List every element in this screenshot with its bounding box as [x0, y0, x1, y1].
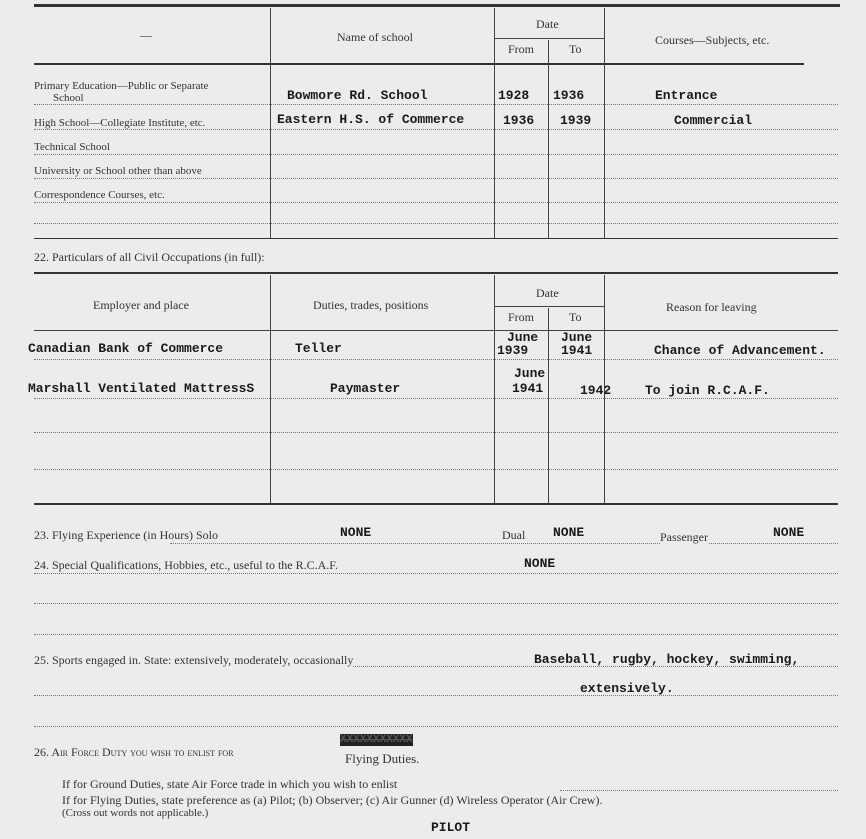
- from-year: 1941: [512, 381, 544, 396]
- employer: Marshall Ventilated MattressS: [28, 381, 255, 396]
- divider: [270, 8, 271, 238]
- reason: To join R.C.A.F.: [645, 383, 770, 398]
- divider: [494, 8, 495, 238]
- rule: [34, 272, 838, 274]
- duties: Paymaster: [330, 381, 401, 396]
- q25-label: 25. Sports engaged in. State: extensively, moderately, occasionally: [34, 653, 354, 667]
- row-label: Technical School: [34, 141, 110, 153]
- divider: [604, 8, 605, 238]
- date-from: 1928: [498, 88, 530, 103]
- rule: [34, 238, 838, 239]
- q26-preference: PILOT: [431, 820, 471, 835]
- q23-passenger-label: Passenger: [660, 530, 708, 544]
- rule: [34, 503, 838, 505]
- q26-value: Flying Duties.: [345, 751, 420, 766]
- rule: [34, 330, 838, 331]
- from-month: June: [507, 330, 539, 345]
- header-name-of-school: Name of school: [337, 30, 413, 44]
- divider: [548, 40, 549, 238]
- row-label: High School—Collegiate Institute, etc.: [34, 117, 206, 129]
- q23-solo: NONE: [340, 525, 372, 540]
- rule: [494, 306, 604, 307]
- header-date: Date: [536, 286, 559, 300]
- q23-passenger: NONE: [773, 525, 805, 540]
- school-name: Eastern H.S. of Commerce: [277, 112, 465, 127]
- from-year: 1939: [497, 343, 529, 358]
- courses: Commercial: [674, 113, 753, 128]
- row-label: Correspondence Courses, etc.: [34, 189, 165, 201]
- reason: Chance of Advancement.: [654, 343, 826, 358]
- section-22-title: 22. Particulars of all Civil Occupations (in full):: [34, 250, 265, 264]
- courses: Entrance: [655, 88, 718, 103]
- header-date: Date: [536, 17, 559, 31]
- header-employer: Employer and place: [93, 298, 189, 312]
- q26-note: (Cross out words not applicable.): [62, 807, 209, 819]
- header-dash: —: [140, 28, 152, 42]
- row-label: University or School other than above: [34, 165, 202, 177]
- q26-flying: If for Flying Duties, state preference as (a) Pilot; (b) Observer; (c) Air Gunner (d) Wireless Operator (Air Crew).: [62, 793, 603, 807]
- header-from: From: [508, 42, 535, 56]
- employer: Canadian Bank of Commerce: [28, 341, 224, 356]
- header-to: To: [569, 310, 582, 324]
- duties: Teller: [295, 341, 342, 356]
- q26-struck-out: XXXXXXXXXXX: [340, 734, 413, 746]
- date-to: 1939: [560, 113, 592, 128]
- rule: [34, 63, 804, 65]
- q23-label: 23. Flying Experience (in Hours) Solo: [34, 528, 218, 542]
- q24-label: 24. Special Qualifications, Hobbies, etc., useful to the R.C.A.F.: [34, 558, 338, 572]
- q23-dual: NONE: [553, 525, 585, 540]
- q25-value-continued: extensively.: [580, 681, 674, 696]
- q26-ground: If for Ground Duties, state Air Force trade in which you wish to enlist: [62, 777, 398, 791]
- q23-dual-label: Dual: [502, 528, 526, 542]
- q24-value: NONE: [524, 556, 556, 571]
- to-year: 1942: [580, 383, 612, 398]
- date-from: 1936: [503, 113, 535, 128]
- school-name: Bowmore Rd. School: [287, 88, 428, 103]
- divider: [548, 308, 549, 503]
- row-label: School: [53, 92, 84, 104]
- header-to: To: [569, 42, 582, 56]
- row-label: Primary Education—Public or Separate: [34, 80, 209, 92]
- q25-value: Baseball, rugby, hockey, swimming,: [534, 652, 800, 667]
- from-month: June: [514, 366, 546, 381]
- header-reason: Reason for leaving: [666, 300, 757, 314]
- to-year: 1941: [561, 343, 593, 358]
- q26-label: 26. Air Force Duty you wish to enlist for: [34, 745, 234, 759]
- rule: [34, 4, 840, 7]
- header-duties: Duties, trades, positions: [313, 298, 429, 312]
- rule: [494, 38, 604, 39]
- date-to: 1936: [553, 88, 585, 103]
- header-courses: Courses—Subjects, etc.: [655, 33, 770, 47]
- header-from: From: [508, 310, 535, 324]
- to-month: June: [561, 330, 593, 345]
